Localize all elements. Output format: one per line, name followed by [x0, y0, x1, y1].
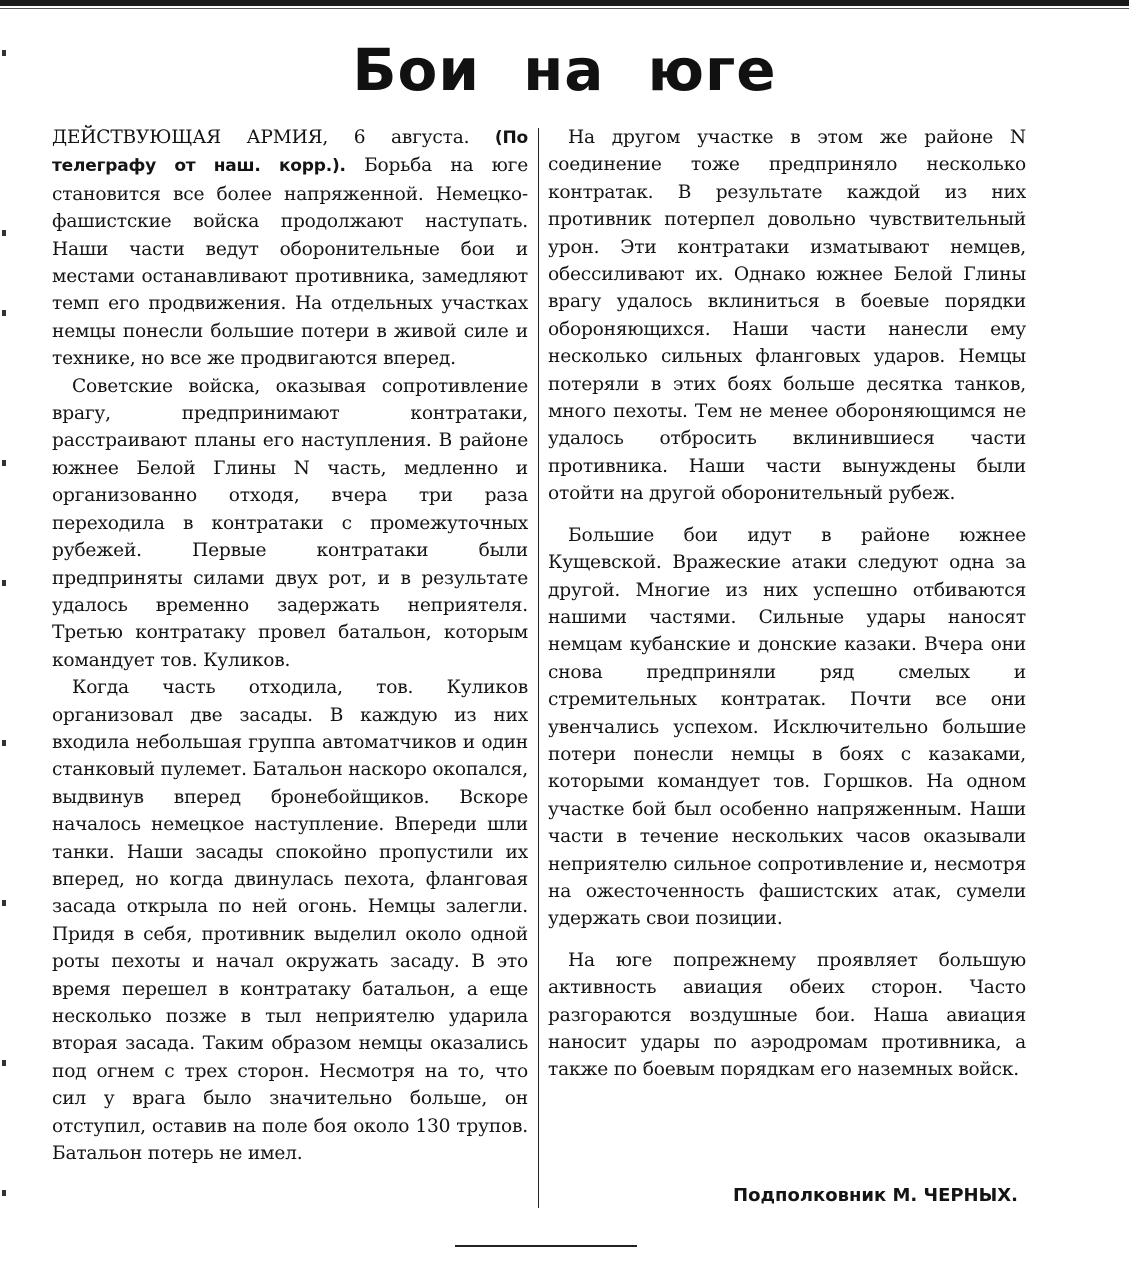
bottom-separator-rule	[455, 1245, 637, 1247]
paragraph-5: Большие бои идут в районе южнее Кущевской. Вражеские атаки следуют одна за другой. Многие из них успешно отбиваются нашими частями. Сильные удары наносят немцам кубанские и донские казаки. Вчера они снова предприняли ряд смелых и стремительных контратак. Почти все они увенчались успехом. Исключительно большие потери понесли немцы в боях с казаками, которыми командует тов. Горшков. На одном участке бой был особенно напряженным. Наши части в течение нескольких часов оказывали неприятелю сильное сопротивление и, несмотря на ожесточенность фашистских атак, сумели удержать свои позиции.	[548, 524, 1026, 930]
paragraph-1-body: Борьба на юге становится все более напряженной. Немецко-фашистские войска продолжают наступать. Наши части ведут оборонительные бои и местами останавливают противника, замедляют темп его продвижения. На отдельных участках немцы понесли большие потери в живой силе и технике, но все же продвигаются вперед.	[52, 155, 529, 370]
dateline: ДЕЙСТВУЮЩАЯ АРМИЯ, 6 августа.	[52, 127, 470, 148]
paragraph-4: На другом участке в этом же районе N соединение тоже предприняло несколько контратак. В результате каждой из них противник потерпел довольно чувствительный урон. Эти контратаки изматывают немцев, обессиливают их. Однако южнее Белой Глины врагу удалось вклиниться в боевые порядки обороняющихся. Наши части нанесли ему несколько сильных фланговых ударов. Немцы потеряли в этих боях больше десятка танков, много пехоты. Тем не менее обороняющимся не удалось отбросить вклинившиеся части противника. Наши части вынуждены были отойти на другой оборонительный рубеж.	[548, 127, 1026, 505]
top-border-rule	[0, 0, 1129, 6]
author-signature: Подполковник М. ЧЕРНЫХ.	[733, 1185, 1018, 1206]
paragraph-1	[52, 124, 528, 373]
paragraph-2: Советские войска, оказывая сопротивление врагу, предпринимают контратаки, расстраивают планы его наступления. В районе южнее Белой Глины N часть, медленно и организованно отходя, вчера три раза переходила в контратаки с промежуточных рубежей. Первые контратаки были предприняты силами двух рот, и в результате удалось временно задержать неприятеля. Третью контратаку провел батальон, которым командует тов. Куликов.	[52, 375, 528, 671]
right-column	[548, 124, 1026, 1084]
column-divider	[538, 128, 539, 1208]
source-note: (По телеграфу от наш. корр.).	[52, 128, 528, 177]
article-headline: Бои на юге	[352, 36, 777, 104]
top-border-thin-rule	[0, 8, 1129, 9]
paragraph-6: На юге попрежнему проявляет большую активность авиация обеих сторон. Часто разгораются воздушные бои. Наша авиация наносит удары по аэродромам противника, а также по боевым порядкам его наземных войск.	[548, 949, 1026, 1081]
scan-edge-marks	[2, 40, 8, 1220]
left-column	[52, 124, 528, 1167]
paragraph-3: Когда часть отходила, тов. Куликов организовал две засады. В каждую из них входила небольшая группа автоматчиков и один станковый пулемет. Батальон наскоро окопался, выдвинув вперед бронебойщиков. Вскоре началось немецкое наступление. Впереди шли танки. Наши засады спокойно пропустили их вперед, но когда двинулась пехота, фланговая засада открыла по ней огонь. Немцы залегли. Придя в себя, противник выделил около одной роты пехоты и начал окружать засаду. В это время перешел в контратаку батальон, а еще несколько позже в тыл неприятелю ударила вторая засада. Таким образом немцы оказались под огнем с трех сторон. Несмотря на то, что сил у врага было значительно больше, он отступил, оставив на поле боя около 130 трупов. Батальон потерь не имел.	[52, 677, 528, 1165]
